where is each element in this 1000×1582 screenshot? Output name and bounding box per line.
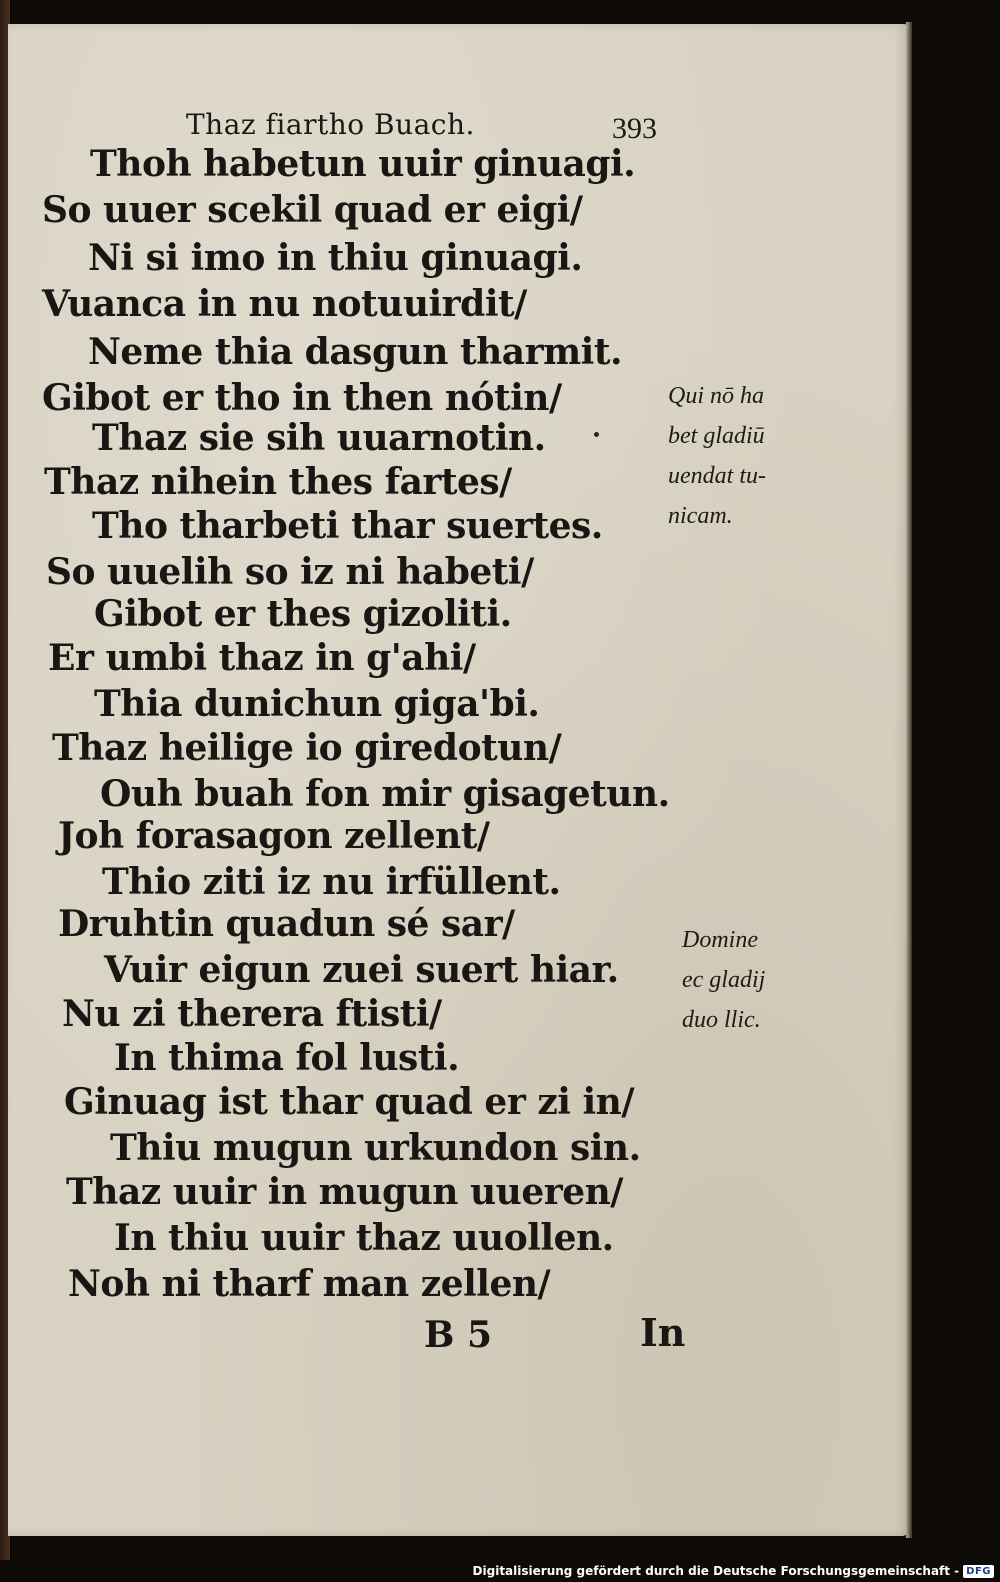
verse-line: Ni si imo in thiu ginuagi.	[88, 237, 583, 279]
running-title: Thaz fiartho Buach.	[186, 108, 475, 141]
verse-line: Thoh habetun uuir ginuagi.	[90, 143, 636, 185]
verse-line: Thiu mugun urkundon sin.	[110, 1127, 641, 1169]
verse-line: Gibot er thes gizoliti.	[94, 593, 512, 635]
verse-line: Ginuag ist thar quad er zi in/	[64, 1081, 634, 1123]
verse-line: In thiu uuir thaz uuollen.	[114, 1217, 614, 1259]
verse-line: Thaz nihein thes fartes/	[44, 461, 512, 503]
verse-line: Ouh buah fon mir gisagetun.	[100, 773, 670, 815]
verse-line: Er umbi thaz in g'ahi/	[48, 637, 476, 679]
verse-line: Vuir eigun zuei suert hiar.	[104, 949, 619, 991]
verse-line: Thia dunichun giga'bi.	[94, 683, 540, 725]
verse-line: Druhtin quadun sé sar/	[58, 903, 515, 945]
verse-line: Noh ni tharf man zellen/	[68, 1263, 551, 1305]
verse-line: Neme thia dasgun tharmit.	[88, 331, 623, 373]
verse-line: Thaz sie sih uuarnotin.	[92, 417, 546, 459]
verse-line: Nu zi therera ftisti/	[62, 993, 442, 1035]
signature-mark: B 5	[424, 1314, 493, 1356]
credit-text: Digitalisierung gefördert durch die Deutsche Forschungsgemeinschaft -	[472, 1564, 960, 1578]
dfg-logo: DFG	[963, 1565, 994, 1578]
margin-note: Qui nō ha bet gladiū uendat tu- nicam.	[668, 383, 766, 529]
verse-line: Joh forasagon zellent/	[58, 815, 490, 857]
verse-line: So uuer scekil quad er eigi/	[42, 189, 583, 231]
verse-line: So uuelih so iz ni habeti/	[46, 551, 534, 593]
digitization-credit	[473, 1562, 994, 1580]
verse-line: Vuanca in nu notuuirdit/	[42, 283, 527, 325]
verse-line: In thima fol lusti.	[114, 1037, 460, 1079]
verse-line: Tho tharbeti thar suertes.	[92, 505, 603, 547]
verse-line: Gibot er tho in then nótin/	[42, 377, 562, 419]
margin-note: Domine ec gladij duo llic.	[682, 927, 766, 1033]
page-number: 393	[612, 112, 657, 145]
verse-line: Thaz uuir in mugun uueren/	[66, 1171, 623, 1213]
stray-mark	[594, 432, 599, 437]
verse-line: Thio ziti iz nu irfüllent.	[102, 861, 561, 903]
verse-line: Thaz heilige io giredotun/	[52, 727, 562, 769]
page-edge	[906, 22, 912, 1538]
catchword: In	[640, 1310, 686, 1355]
